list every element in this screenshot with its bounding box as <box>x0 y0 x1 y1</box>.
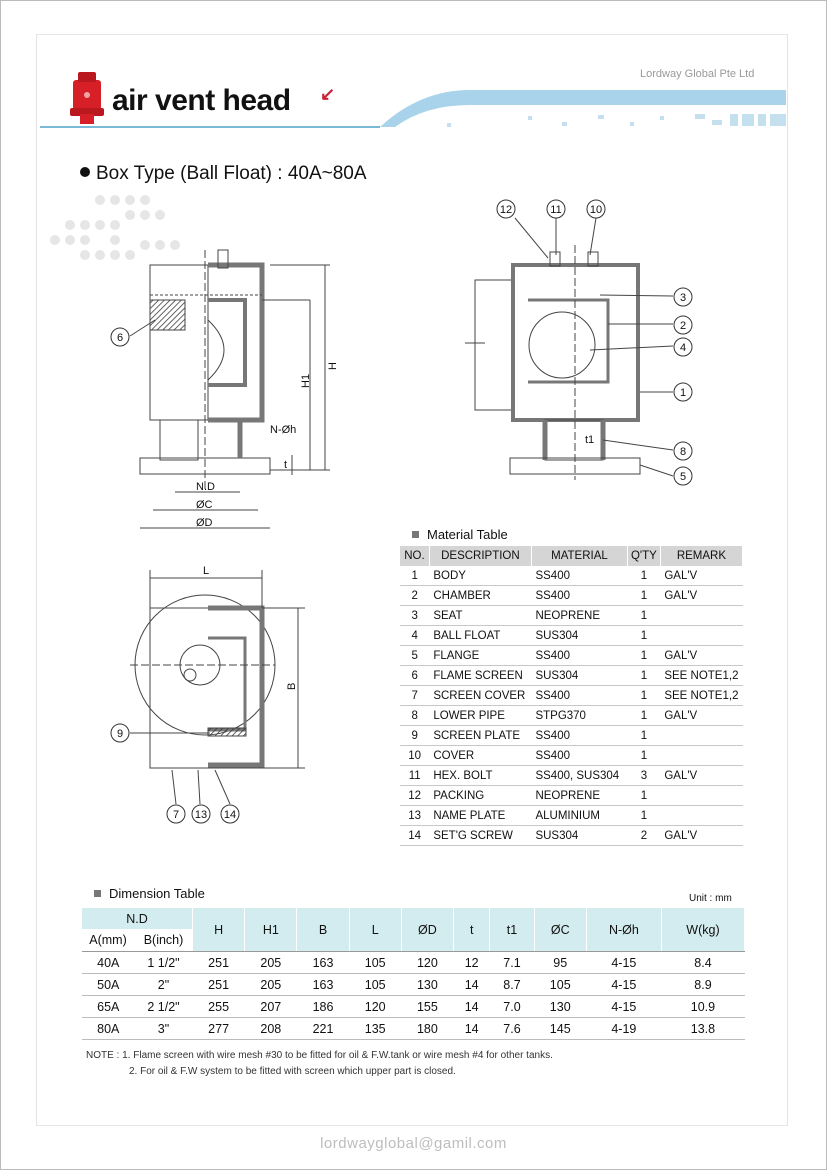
material-cell: 10 <box>400 746 429 766</box>
dimension-cell: 10.9 <box>661 996 744 1018</box>
dimension-header-cell: H1 <box>245 908 297 952</box>
material-cell: 2 <box>627 826 660 846</box>
material-cell: NEOPRENE <box>531 606 627 626</box>
callout-1 <box>674 383 692 401</box>
dimension-cell: 65A <box>82 996 135 1018</box>
material-cell: SUS304 <box>531 666 627 686</box>
material-row <box>400 626 743 646</box>
material-header-cell: MATERIAL <box>531 546 627 566</box>
material-cell: 1 <box>400 566 429 586</box>
notes <box>86 1048 553 1080</box>
material-header-cell: Q'TY <box>627 546 660 566</box>
dimension-cell: 251 <box>193 974 245 996</box>
material-header-cell: NO. <box>400 546 429 566</box>
dimension-cell: 130 <box>401 974 453 996</box>
unit-label: Unit : mm <box>689 893 732 904</box>
svg-text:1: 1 <box>679 387 687 399</box>
dimension-header-cell: t1 <box>490 908 534 952</box>
material-cell: CHAMBER <box>429 586 531 606</box>
material-row <box>400 786 743 806</box>
material-cell: SS400 <box>531 566 627 586</box>
dimension-cell: 105 <box>534 974 586 996</box>
material-cell: 5 <box>400 646 429 666</box>
dimension-cell: 2 1/2" <box>135 996 193 1018</box>
svg-text:2: 2 <box>679 320 687 332</box>
dim-nd: N.D <box>196 481 215 493</box>
material-cell: SET'G SCREW <box>429 826 531 846</box>
material-cell: SS400, SUS304 <box>531 766 627 786</box>
dimension-cell: 50A <box>82 974 135 996</box>
material-cell: SEE NOTE1,2 <box>660 666 742 686</box>
material-cell <box>660 606 742 626</box>
dim-od: ØD <box>196 517 213 529</box>
svg-text:12: 12 <box>499 204 513 216</box>
dimension-table <box>82 908 745 1040</box>
square-bullet-icon <box>94 890 101 897</box>
material-cell: HEX. BOLT <box>429 766 531 786</box>
material-cell: BALL FLOAT <box>429 626 531 646</box>
callout-10 <box>587 200 605 218</box>
material-cell: 1 <box>627 626 660 646</box>
material-cell: 1 <box>627 726 660 746</box>
material-row <box>400 826 743 846</box>
material-cell <box>660 786 742 806</box>
material-cell: FLANGE <box>429 646 531 666</box>
material-cell: SEAT <box>429 606 531 626</box>
dim-l: L <box>203 565 210 577</box>
callout-2 <box>674 316 692 334</box>
material-cell <box>660 746 742 766</box>
material-row <box>400 766 743 786</box>
material-cell: 1 <box>627 746 660 766</box>
dimension-cell: 163 <box>297 952 349 974</box>
note-line-1: 1. Flame screen with wire mesh #30 to be fitted for oil & F.W.tank or wire mesh #4 for other tanks. <box>122 1050 553 1061</box>
dimension-header-cell: L <box>349 908 401 952</box>
dim-t1: t1 <box>585 434 595 446</box>
material-cell: 1 <box>627 666 660 686</box>
material-cell: 1 <box>627 686 660 706</box>
dimension-header-cell: W(kg) <box>661 908 744 952</box>
square-bullet-icon <box>412 531 419 538</box>
material-cell: 11 <box>400 766 429 786</box>
dimension-cell: 186 <box>297 996 349 1018</box>
svg-text:5: 5 <box>679 471 687 483</box>
material-cell: GAL'V <box>660 826 742 846</box>
material-cell: 9 <box>400 726 429 746</box>
material-cell: 14 <box>400 826 429 846</box>
material-cell: FLAME SCREEN <box>429 666 531 686</box>
material-cell: SUS304 <box>531 626 627 646</box>
material-cell: 7 <box>400 686 429 706</box>
dimension-row <box>82 974 745 996</box>
material-row <box>400 606 743 626</box>
material-cell: 1 <box>627 806 660 826</box>
dimension-cell: 207 <box>245 996 297 1018</box>
svg-text:7: 7 <box>172 809 180 821</box>
dimension-cell: 40A <box>82 952 135 974</box>
dimension-table-heading <box>94 886 205 901</box>
dimension-cell: 8.9 <box>661 974 744 996</box>
arrow-icon: ↙ <box>320 84 336 104</box>
callout-6 <box>111 328 129 346</box>
dimension-header-cell: H <box>193 908 245 952</box>
note-line-2: 2. For oil & F.W system to be fitted with screen which upper part is closed. <box>129 1066 456 1077</box>
dimension-header-cell: B <box>297 908 349 952</box>
svg-text:14: 14 <box>223 809 237 821</box>
dimension-cell: 12 <box>454 952 490 974</box>
material-row <box>400 586 743 606</box>
material-cell: 13 <box>400 806 429 826</box>
dimension-cell: 7.6 <box>490 1018 534 1040</box>
material-cell: 3 <box>400 606 429 626</box>
material-cell: BODY <box>429 566 531 586</box>
dimension-cell: 4-15 <box>586 996 661 1018</box>
callout-9 <box>111 724 129 742</box>
dimension-header-cell: N-Øh <box>586 908 661 952</box>
dimension-table-header <box>82 908 745 929</box>
material-table-heading <box>412 527 508 542</box>
material-cell: SS400 <box>531 586 627 606</box>
svg-text:6: 6 <box>116 332 124 344</box>
material-cell: LOWER PIPE <box>429 706 531 726</box>
company-name: Lordway Global Pte Ltd <box>640 68 755 80</box>
material-cell: 1 <box>627 566 660 586</box>
dimension-cell: 8.4 <box>661 952 744 974</box>
subtitle-text: Box Type (Ball Float) : 40A~80A <box>96 163 367 184</box>
dimension-cell: 7.0 <box>490 996 534 1018</box>
dimension-cell: 14 <box>454 1018 490 1040</box>
dimension-cell: 13.8 <box>661 1018 744 1040</box>
nd-header: N.D <box>82 908 193 929</box>
dimension-cell: 155 <box>401 996 453 1018</box>
material-cell: SCREEN PLATE <box>429 726 531 746</box>
callout-5 <box>674 467 692 485</box>
dimension-cell: 145 <box>534 1018 586 1040</box>
dimension-cell: 3" <box>135 1018 193 1040</box>
dim-h: H <box>327 362 339 370</box>
dimension-cell: 8.7 <box>490 974 534 996</box>
material-cell: 1 <box>627 586 660 606</box>
a-mm-header: A(mm) <box>82 929 135 952</box>
svg-text:11: 11 <box>550 204 562 216</box>
callout-8 <box>674 442 692 460</box>
dimension-cell: 80A <box>82 1018 135 1040</box>
dimension-header-cell: t <box>454 908 490 952</box>
material-cell: 2 <box>400 586 429 606</box>
dimension-row <box>82 1018 745 1040</box>
dimension-cell: 1 1/2" <box>135 952 193 974</box>
dimension-table-title: Dimension Table <box>109 886 205 901</box>
svg-text:3: 3 <box>679 292 687 304</box>
material-table-header <box>400 546 743 566</box>
material-row <box>400 706 743 726</box>
dimension-cell: 120 <box>349 996 401 1018</box>
callout-4 <box>674 338 692 356</box>
dimension-cell: 277 <box>193 1018 245 1040</box>
material-cell: SS400 <box>531 746 627 766</box>
material-cell: SEE NOTE1,2 <box>660 686 742 706</box>
material-cell: 12 <box>400 786 429 806</box>
callout-11 <box>547 200 565 218</box>
dimension-cell: 180 <box>401 1018 453 1040</box>
dimension-cell: 251 <box>193 952 245 974</box>
material-row <box>400 646 743 666</box>
material-cell: 1 <box>627 706 660 726</box>
material-cell: SS400 <box>531 726 627 746</box>
dimension-cell: 130 <box>534 996 586 1018</box>
callout-7 <box>167 805 185 823</box>
material-cell: SCREEN COVER <box>429 686 531 706</box>
dimension-cell: 208 <box>245 1018 297 1040</box>
dim-t: t <box>284 459 288 471</box>
dimension-cell: 105 <box>349 974 401 996</box>
svg-text:4: 4 <box>679 342 687 354</box>
footer-email: lordwayglobal@gamil.com <box>320 1135 507 1152</box>
dimension-header-cell: ØC <box>534 908 586 952</box>
svg-text:8: 8 <box>679 446 687 458</box>
material-cell: GAL'V <box>660 586 742 606</box>
callout-12 <box>497 200 515 218</box>
dimension-cell: 221 <box>297 1018 349 1040</box>
callout-14 <box>221 805 239 823</box>
material-cell: 3 <box>627 766 660 786</box>
dim-b: B <box>286 682 298 690</box>
material-cell: COVER <box>429 746 531 766</box>
material-cell <box>660 806 742 826</box>
dim-noh: N-Øh <box>270 424 297 436</box>
material-table <box>400 546 743 846</box>
dimension-row <box>82 952 745 974</box>
dimension-cell: 4-15 <box>586 974 661 996</box>
dimension-cell: 2" <box>135 974 193 996</box>
material-cell: STPG370 <box>531 706 627 726</box>
dimension-cell: 95 <box>534 952 586 974</box>
svg-text:9: 9 <box>116 728 124 740</box>
svg-text:10: 10 <box>589 204 603 216</box>
dimension-cell: 135 <box>349 1018 401 1040</box>
material-table-title: Material Table <box>427 527 508 542</box>
material-cell: 8 <box>400 706 429 726</box>
material-cell: SS400 <box>531 646 627 666</box>
material-cell: GAL'V <box>660 766 742 786</box>
dimension-cell: 205 <box>245 952 297 974</box>
dimension-cell: 4-19 <box>586 1018 661 1040</box>
material-cell: SS400 <box>531 686 627 706</box>
dim-h1: H1 <box>300 373 312 388</box>
material-row <box>400 566 743 586</box>
material-row <box>400 686 743 706</box>
b-inch-header: B(inch) <box>135 929 193 952</box>
material-header-cell: REMARK <box>660 546 742 566</box>
material-cell <box>660 726 742 746</box>
dimension-cell: 14 <box>454 974 490 996</box>
material-cell: 6 <box>400 666 429 686</box>
material-row <box>400 666 743 686</box>
material-cell: 1 <box>627 786 660 806</box>
dimension-cell: 205 <box>245 974 297 996</box>
material-cell: 1 <box>627 606 660 626</box>
dimension-cell: 7.1 <box>490 952 534 974</box>
dimension-cell: 4-15 <box>586 952 661 974</box>
material-row <box>400 806 743 826</box>
material-row <box>400 726 743 746</box>
dimension-row <box>82 996 745 1018</box>
material-cell: NEOPRENE <box>531 786 627 806</box>
callout-3 <box>674 288 692 306</box>
svg-text:13: 13 <box>194 809 208 821</box>
material-cell: PACKING <box>429 786 531 806</box>
material-cell: SUS304 <box>531 826 627 846</box>
material-cell: GAL'V <box>660 646 742 666</box>
material-cell: GAL'V <box>660 706 742 726</box>
dimension-cell: 163 <box>297 974 349 996</box>
material-row <box>400 746 743 766</box>
dimension-cell: 105 <box>349 952 401 974</box>
dimension-cell: 14 <box>454 996 490 1018</box>
material-cell <box>660 626 742 646</box>
note-label: NOTE : <box>86 1050 120 1061</box>
dimension-header-cell: ØD <box>401 908 453 952</box>
page-title: air vent head <box>112 84 291 117</box>
material-cell: GAL'V <box>660 566 742 586</box>
material-header-cell: DESCRIPTION <box>429 546 531 566</box>
callout-13 <box>192 805 210 823</box>
material-cell: NAME PLATE <box>429 806 531 826</box>
dimension-cell: 255 <box>193 996 245 1018</box>
dim-oc: ØC <box>196 499 213 511</box>
material-cell: 1 <box>627 646 660 666</box>
material-cell: ALUMINIUM <box>531 806 627 826</box>
material-cell: 4 <box>400 626 429 646</box>
dimension-cell: 120 <box>401 952 453 974</box>
